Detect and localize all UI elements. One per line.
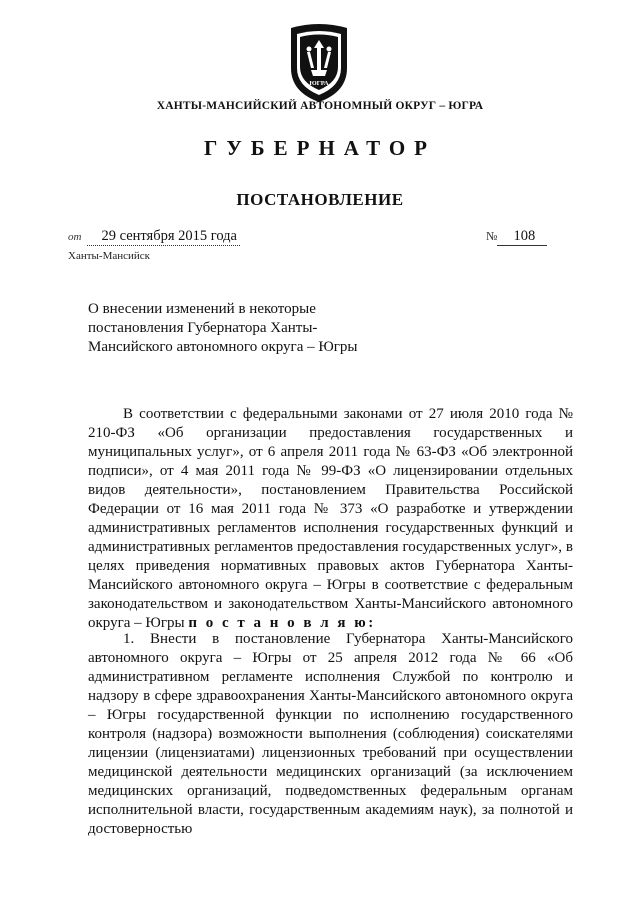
number-prefix: № xyxy=(486,229,498,243)
number-line xyxy=(486,228,547,246)
city-name: Ханты-Мансийск xyxy=(68,250,151,262)
preamble-text: В соответствии с федеральными законами от 27 июля 2010 года № 210-ФЗ «Об организации предоставления государственных и муниципальных услуг», от 6 апреля 2011 года № 63-ФЗ «Об электронной подписи», от 4 мая 2011 года № 99-ФЗ «О лицензировании отдельных видов деятельности», постановлением Правительства Российской Федерации от 16 мая 2011 года № 373 «О разработке и утверждении административных регламентов исполнения государственных функций и административных регламентов предоставления государственных услуг», в целях приведения нормативных правовых актов Губернатора Ханты-Мансийского автономного округа – Югры в соответствие с федеральным законодательством и законодательством Ханты-Мансийского автономного округа – Югры xyxy=(88,406,573,631)
document-type: ПОСТАНОВЛЕНИЕ xyxy=(236,190,404,209)
page-title: ГУБЕРНАТОР xyxy=(203,136,437,160)
document-date: 29 сентября 2015 года xyxy=(87,228,240,246)
document-subject: О внесении изменений в некоторые постановления Губернатора Ханты-Мансийского автономного округа – Югры xyxy=(88,301,358,355)
coat-of-arms-icon xyxy=(283,22,355,104)
resolve-word: п о с т а н о в л я ю: xyxy=(188,615,376,631)
clause-1-paragraph xyxy=(88,630,573,839)
region-name: ХАНТЫ-МАНСИЙСКИЙ АВТОНОМНЫЙ ОКРУГ – ЮГРА xyxy=(156,100,484,112)
document-number: 108 xyxy=(497,228,547,246)
date-prefix: от xyxy=(68,231,82,243)
date-line xyxy=(68,228,240,246)
crest-label: ЮГРА xyxy=(309,80,329,87)
preamble-paragraph xyxy=(88,405,573,633)
clause-1-text: 1. Внести в постановление Губернатора Ханты-Мансийского автономного округа – Югры от 25 апреля 2012 года № 66 «Об административном регламенте исполнения Службой по контролю и надзору в сфере здравоохранения Ханты-Мансийского автономного округа – Югры государственной функции по исполнению государственного контроля (надзора) возможности выполнения (соблюдения) соискателями лицензии (лицензиатами) лицензионных требований при осуществлении медицинской деятельности медицинских организаций (за исключением медицинских организаций, подведомственных федеральным органам исполнительной власти, государственным академиям наук), за полнотой и достоверностью xyxy=(88,631,573,837)
